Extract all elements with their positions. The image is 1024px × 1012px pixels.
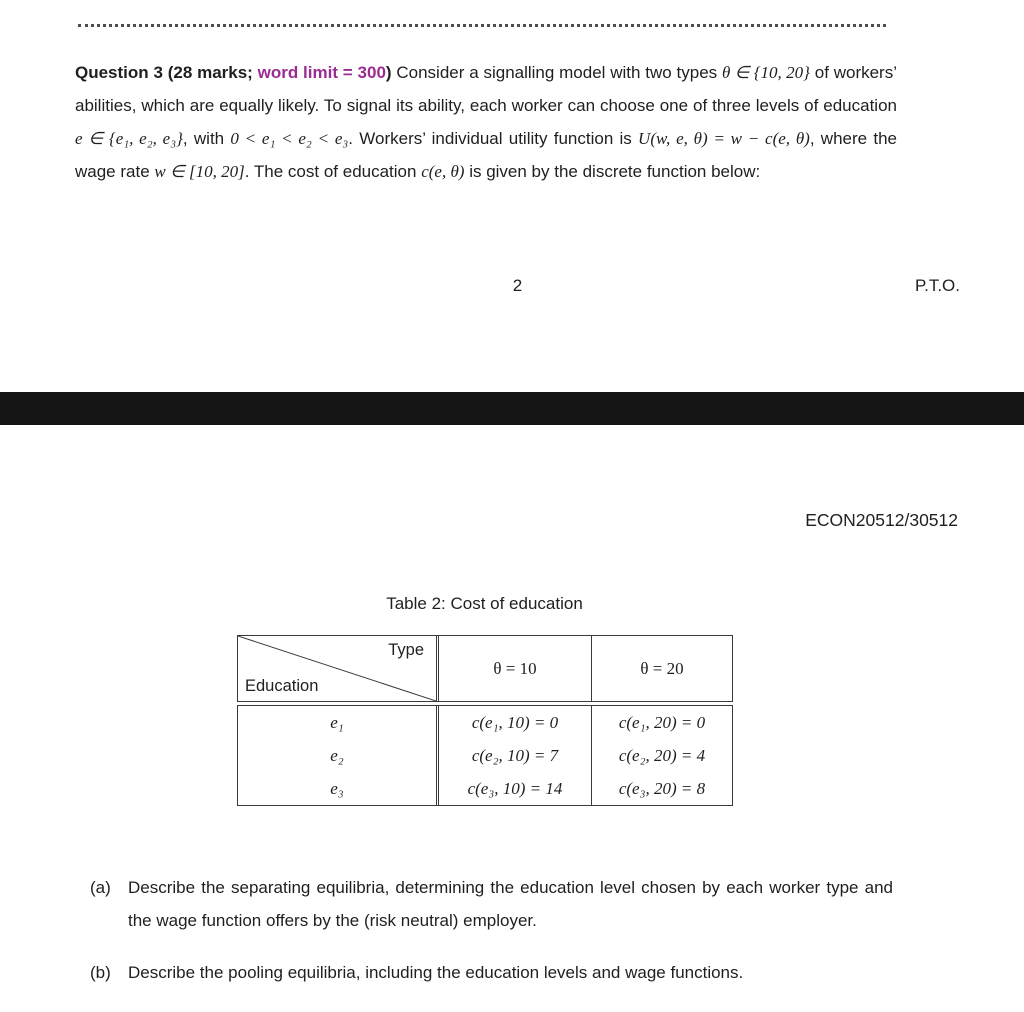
- question-heading: Question 3 (28 marks;: [75, 63, 258, 82]
- column-header-theta10: θ = 10: [439, 636, 592, 701]
- math-theta-set: θ ∈ {10, 20}: [721, 63, 810, 82]
- question-paragraph: [75, 56, 897, 188]
- pto-label: P.T.O.: [914, 276, 960, 295]
- row-label-e2: e₂: [238, 739, 439, 772]
- part-b-label: (b): [90, 963, 111, 982]
- question-text: , where the wage rate: [75, 129, 897, 181]
- question-text: . The cost of education: [244, 162, 422, 181]
- corner-label-type: Type: [388, 641, 424, 659]
- part-b-text: Describe the pooling equilibria, including the education levels and wage functions.: [128, 963, 744, 982]
- part-a-label: (a): [90, 878, 111, 897]
- cost-table-body: [237, 705, 733, 806]
- cost-cell: c(e₁, 10) = 0: [439, 706, 592, 739]
- dotted-separator: [78, 24, 886, 27]
- course-code: ECON20512/30512: [805, 510, 958, 530]
- page-break-bar: [0, 392, 1024, 425]
- cost-table: [237, 635, 733, 806]
- row-label-e1: e₁: [238, 706, 439, 739]
- question-text: , with: [182, 129, 231, 148]
- math-cost-function: c(e, θ): [421, 162, 465, 181]
- question-text: Consider a signalling model with two types: [396, 63, 722, 82]
- corner-label-education: Education: [245, 677, 319, 695]
- column-header-theta20: θ = 20: [640, 658, 684, 678]
- part-a-text: Describe the separating equilibria, determining the education level chosen by each worker type and the wage function offers by the (risk neutral) employer.: [128, 878, 893, 930]
- question-part-a: [90, 871, 893, 937]
- cost-cell: c(e₃, 20) = 8: [618, 778, 706, 798]
- cost-cell: c(e₁, 20) = 0: [618, 712, 706, 732]
- math-utility-function: U(w, e, θ) = w − c(e, θ): [638, 129, 810, 148]
- word-limit-text: word limit = 300: [257, 63, 386, 82]
- question-text: is given by the discrete function below:: [464, 162, 761, 181]
- math-wage-interval: w ∈ [10, 20]: [154, 162, 245, 181]
- row-label-e3: e₃: [238, 772, 439, 805]
- page-number: 2: [512, 276, 523, 295]
- table-caption: Table 2: Cost of education: [386, 594, 583, 613]
- question-heading-close: ): [385, 63, 397, 82]
- question-part-b: [90, 956, 893, 989]
- table-corner-cell: [238, 636, 439, 701]
- math-education-set: e ∈ {e₁, e₂, e₃}: [75, 129, 183, 148]
- page-footer: [75, 276, 960, 300]
- cost-cell: c(e₂, 20) = 4: [618, 745, 706, 765]
- math-ordering: 0 < e₁ < e₂ < e₃: [230, 129, 349, 148]
- question-text: . Workers’ individual utility function is: [348, 129, 639, 148]
- question-text: of workers’ abilities, which are equally likely. To signal its ability, each worker can choose one of three levels of education: [75, 63, 897, 115]
- cost-table-header: [237, 635, 733, 702]
- cost-cell: c(e₂, 10) = 7: [439, 739, 592, 772]
- cost-cell: c(e₃, 10) = 14: [439, 772, 592, 805]
